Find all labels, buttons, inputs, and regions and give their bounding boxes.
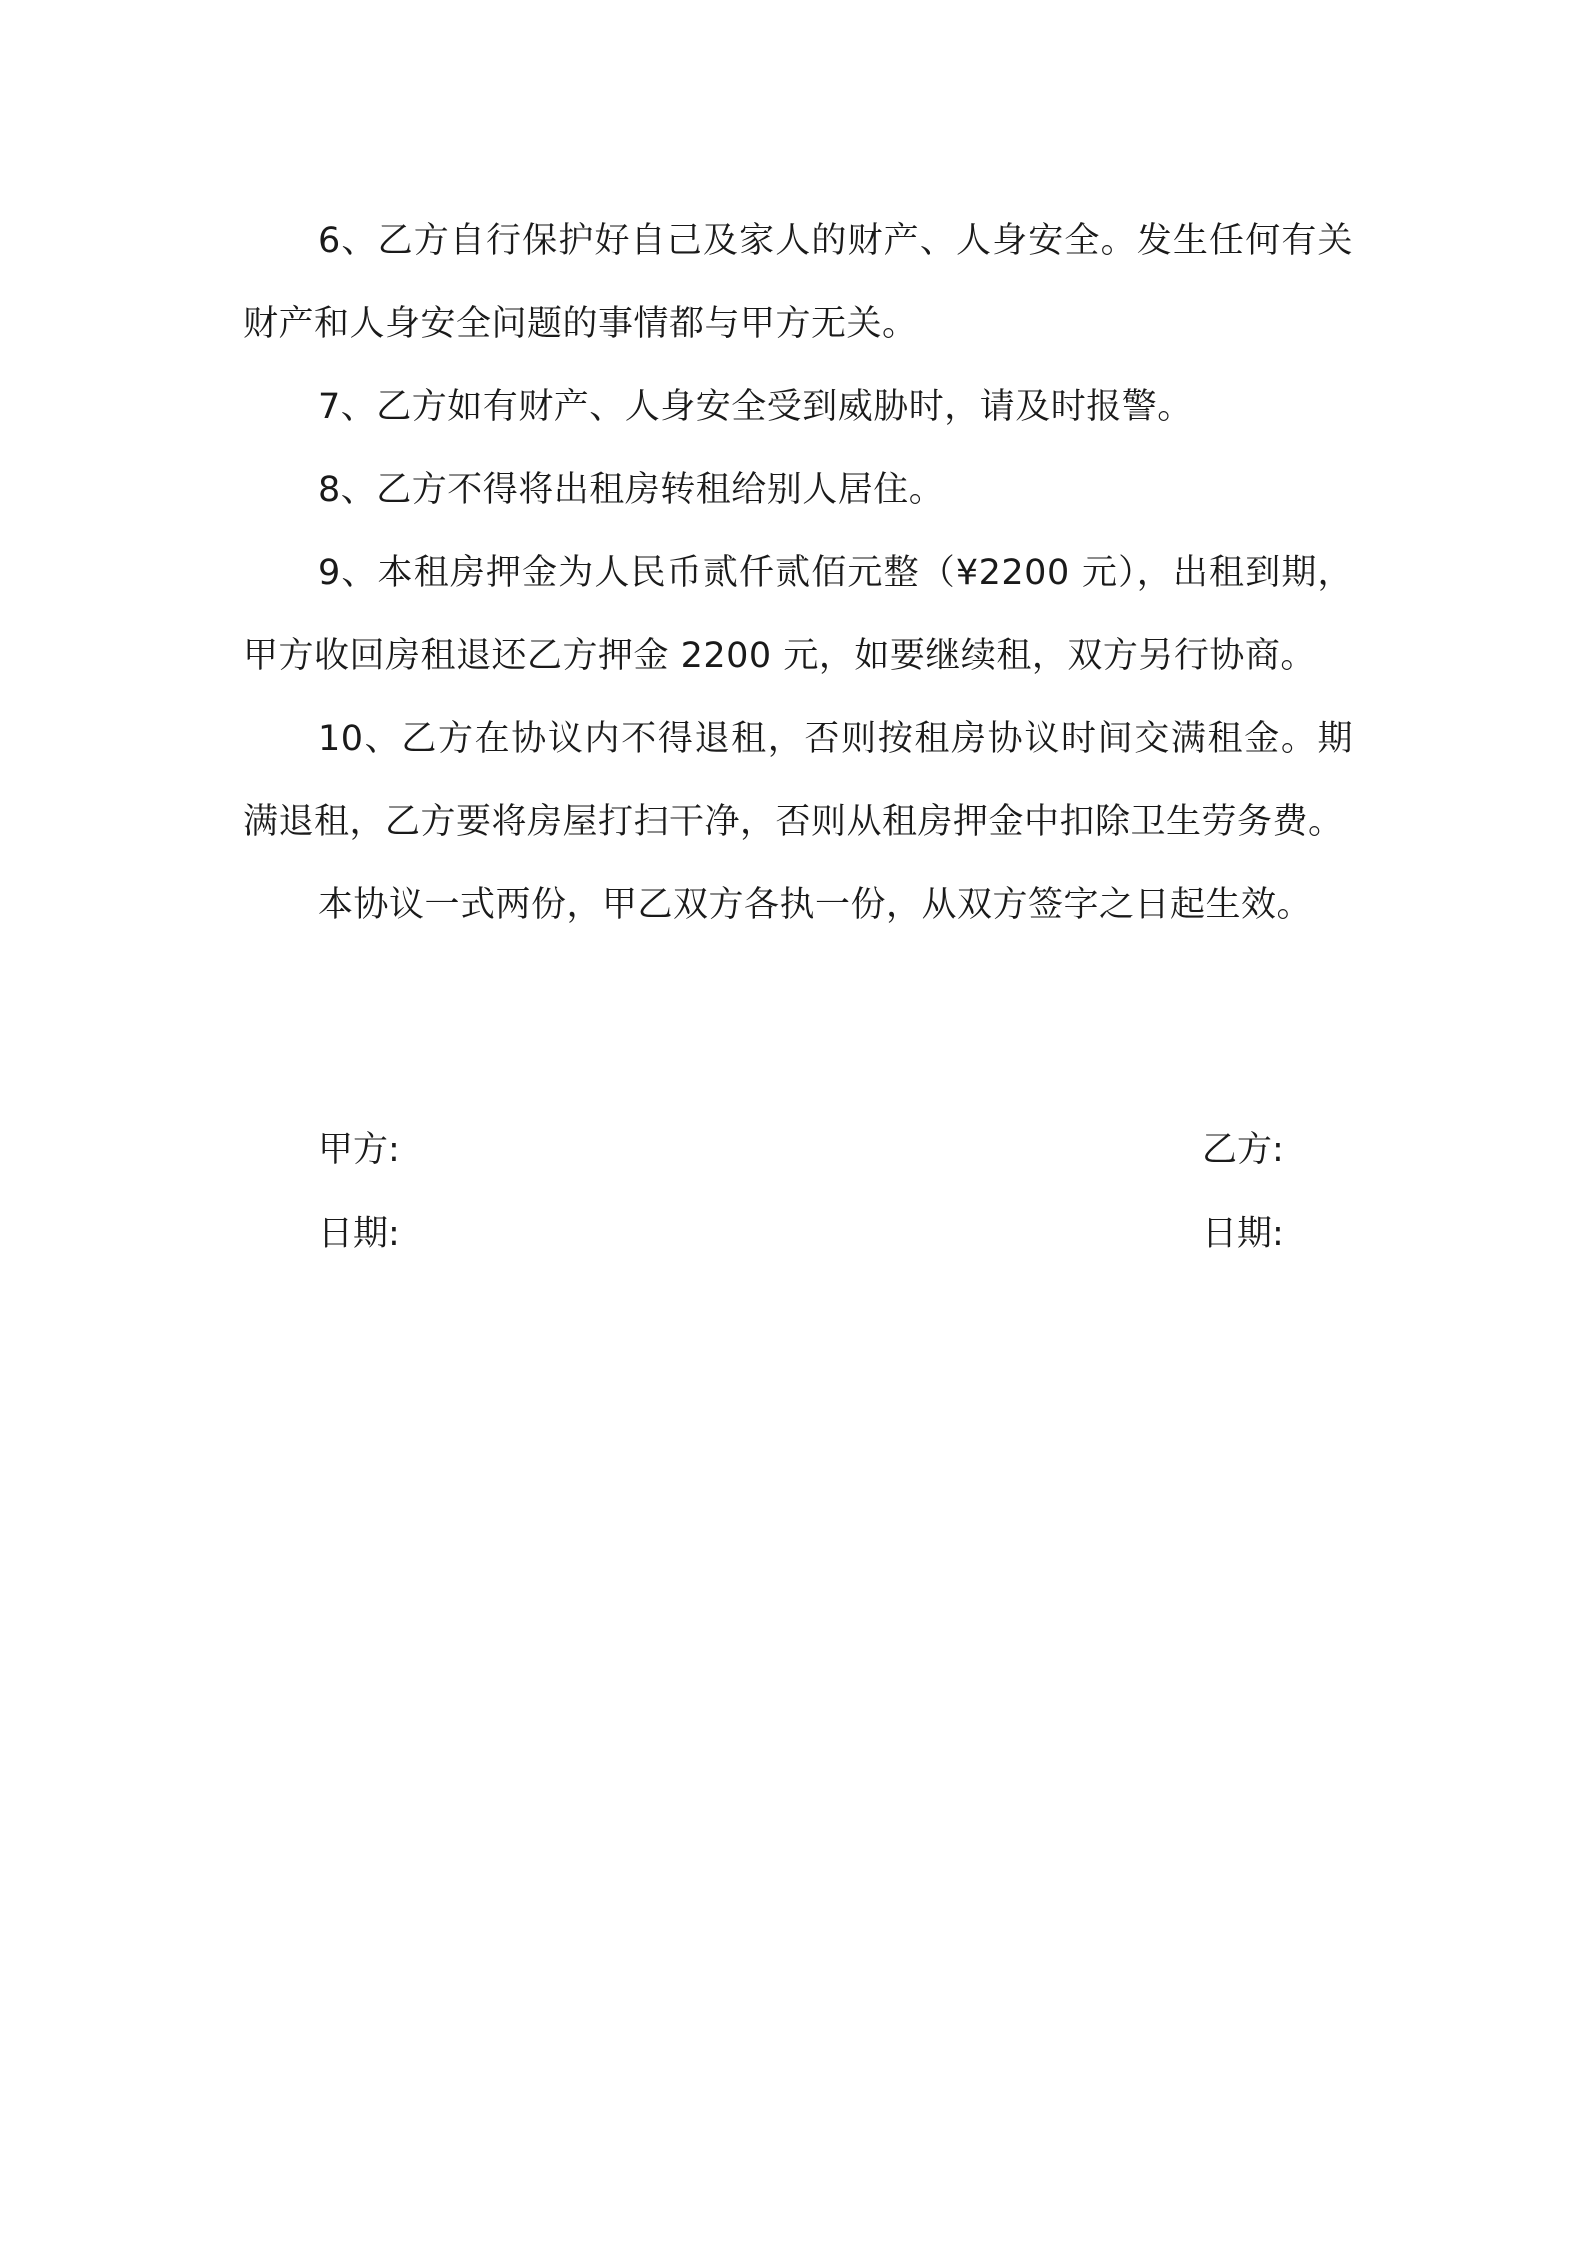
clause-8: 8、乙方不得将出租房转租给别人居住。: [318, 470, 945, 510]
closing-clause: 本协议一式两份，甲乙双方各执一份，从双方签字之日起生效。: [318, 885, 1313, 925]
party-a-date-label: 日期:: [318, 1214, 400, 1254]
clause-10: 10、乙方在协议内不得退租，否则按租房协议时间交满租金。期满退租，乙方要将房屋打扫干净，否则从租房押金中扣除卫生劳务费。: [243, 719, 1353, 842]
party-b-label: 乙方:: [1202, 1130, 1284, 1170]
clause-9: 9、本租房押金为人民币贰仟贰佰元整（¥2200 元），出租到期，甲方收回房租退还乙方押金 2200 元，如要继续租，双方另行协商。: [243, 553, 1353, 676]
agreement-body: [243, 200, 1353, 947]
party-a-label: 甲方:: [318, 1130, 400, 1170]
clause-7: 7、乙方如有财产、人身安全受到威胁时，请及时报警。: [318, 387, 1193, 427]
party-b-date-label: 日期:: [1202, 1214, 1284, 1254]
clause-6: 6、乙方自行保护好自己及家人的财产、人身安全。发生任何有关财产和人身安全问题的事情都与甲方无关。: [243, 221, 1353, 344]
